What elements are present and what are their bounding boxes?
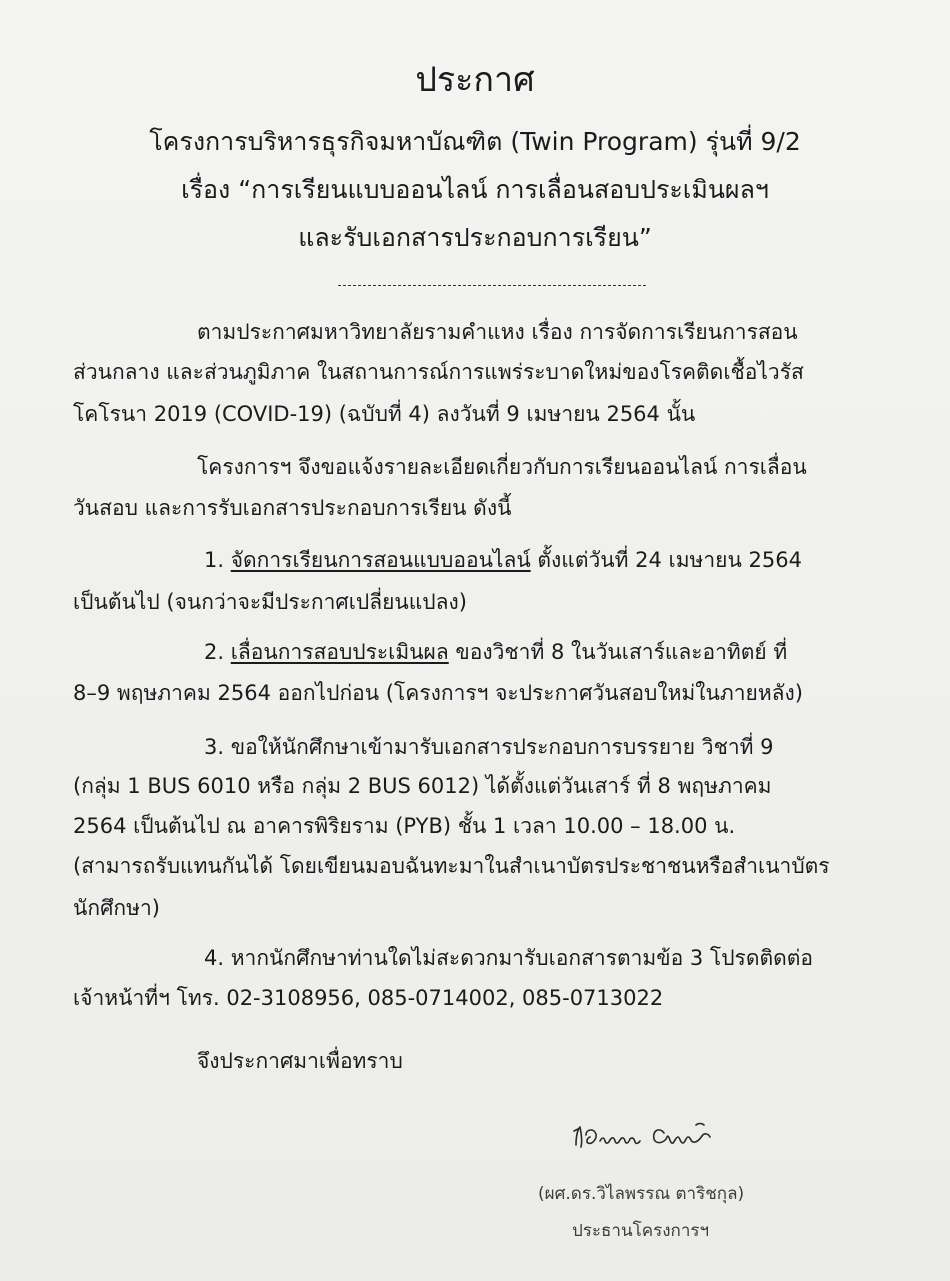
item-3-line-5: นักศึกษา): [73, 896, 160, 920]
item-1-rest: ตั้งแต่วันที่ 24 เมษายน 2564: [530, 548, 802, 572]
item-1-line-1: [204, 546, 802, 574]
item-2-line-1: [204, 638, 787, 666]
item-2-rest: ของวิชาที่ 8 ในวันเสาร์และอาทิตย์ ที่: [448, 640, 788, 664]
subject-line-1: เรื่อง “การเรียนแบบออนไลน์ การเลื่อนสอบประเมินผลฯ: [181, 175, 769, 204]
handwritten-signature: [570, 1115, 740, 1155]
item-1-line-2: เป็นต้นไป (จนกว่าจะมีประกาศเปลี่ยนแปลง): [73, 590, 467, 614]
divider: [338, 285, 646, 286]
signatory-name: (ผศ.ดร.วิไลพรรณ ตาริชกุล): [538, 1184, 745, 1204]
intro-line-2: ส่วนกลาง และส่วนภูมิภาค ในสถานการณ์การแพร่ระบาดใหม่ของโรคติดเชื้อไวรัส: [73, 360, 804, 384]
item-4-line-2: เจ้าหน้าที่ฯ โทร. 02-3108956, 085-0714002, 085-0713022: [73, 986, 664, 1010]
item-3-line-2: (กลุ่ม 1 BUS 6010 หรือ กลุ่ม 2 BUS 6012) ได้ตั้งแต่วันเสาร์ ที่ 8 พฤษภาคม: [73, 774, 772, 798]
signatory-position: ประธานโครงการฯ: [572, 1221, 710, 1241]
item-3-line-3: 2564 เป็นต้นไป ณ อาคารพิริยราม (PYB) ชั้น 1 เวลา 10.00 – 18.00 น.: [73, 814, 736, 838]
item-3-line-1: 3. ขอให้นักศึกษาเข้ามารับเอกสารประกอบการบรรยาย วิชาที่ 9: [204, 735, 774, 759]
item-4-line-1: 4. หากนักศึกษาท่านใดไม่สะดวกมารับเอกสารตามข้อ 3 โปรดติดต่อ: [204, 946, 813, 970]
closing-text: จึงประกาศมาเพื่อทราบ: [197, 1049, 403, 1073]
subject-line-2: และรับเอกสารประกอบการเรียน”: [298, 223, 652, 252]
program-line: โครงการบริหารธุรกิจมหาบัณฑิต (Twin Program) รุ่นที่ 9/2: [149, 127, 801, 156]
item-1-number: 1.: [204, 548, 225, 572]
announcement-heading: ประกาศ: [415, 60, 535, 100]
item-1-underlined: จัดการเรียนการสอนแบบออนไลน์: [230, 548, 531, 572]
item-2-number: 2.: [204, 640, 225, 664]
intro-line-1: ตามประกาศมหาวิทยาลัยรามคำแหง เรื่อง การจัดการเรียนการสอน: [197, 320, 798, 344]
intro-line-3: โคโรนา 2019 (COVID-19) (ฉบับที่ 4) ลงวันที่ 9 เมษายน 2564 นั้น: [73, 402, 696, 426]
item-2-line-2: 8–9 พฤษภาคม 2564 ออกไปก่อน (โครงการฯ จะประกาศวันสอบใหม่ในภายหลัง): [73, 681, 803, 705]
notice-line-1: โครงการฯ จึงขอแจ้งรายละเอียดเกี่ยวกับการเรียนออนไลน์ การเลื่อน: [197, 455, 807, 479]
notice-line-2: วันสอบ และการรับเอกสารประกอบการเรียน ดังนี้: [73, 496, 512, 520]
item-3-line-4: (สามารถรับแทนกันได้ โดยเขียนมอบฉันทะมาในสำเนาบัตรประชาชนหรือสำเนาบัตร: [73, 854, 830, 878]
item-2-underlined: เลื่อนการสอบประเมินผล: [230, 640, 449, 664]
